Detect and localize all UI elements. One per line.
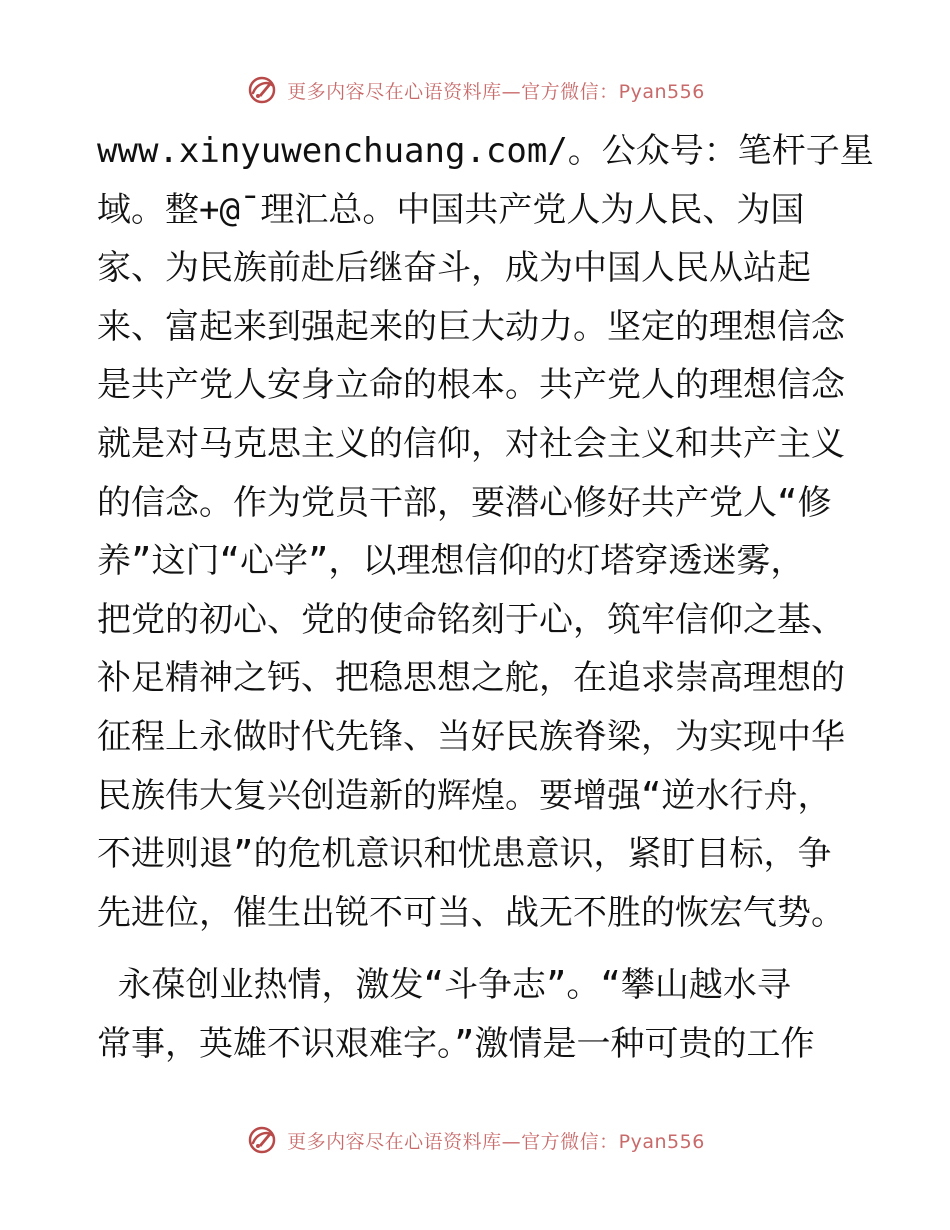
watermark-text: 更多内容尽在心语资料库—官方微信：Pyan556 <box>287 1130 705 1153</box>
text-line: 先进位，催生出锐不可当、战无不胜的恢宏气势。 <box>97 892 845 933</box>
text-line: 是共产党人安身立命的根本。共产党人的理想信念 <box>97 365 845 406</box>
pen-swirl-logo-icon <box>245 73 279 107</box>
footer-watermark <box>0 1120 950 1160</box>
watermark-text: 更多内容尽在心语资料库—官方微信：Pyan556 <box>287 80 705 103</box>
text-line: 民族伟大复兴创造新的辉煌。要增强“逆水行舟， <box>97 775 832 816</box>
text-line: 把党的初心、党的使命铭刻于心，筑牢信仰之基、 <box>97 599 845 640</box>
text-line: 家、为民族前赴后继奋斗，成为中国人民从站起 <box>97 248 811 289</box>
paragraph <box>97 122 874 942</box>
text-line: 补足精神之钙、把稳思想之舵，在追求崇高理想的 <box>97 658 845 699</box>
text-line: 养”这门“心学”，以理想信仰的灯塔穿透迷雾， <box>97 541 805 582</box>
header-watermark <box>0 70 950 110</box>
text-line: www.xinyuwenchuang.com/。公众号：笔杆子星 <box>97 131 874 171</box>
text-line: 来、富起来到强起来的巨大动力。坚定的理想信念 <box>97 306 845 347</box>
paragraph <box>97 956 857 1073</box>
paragraph-spacer <box>97 942 857 956</box>
text-line: 的信念。作为党员干部，要潜心修好共产党人“修 <box>97 482 832 523</box>
text-line: 永葆创业热情，激发“斗争志”。“攀山越水寻 <box>97 965 791 1006</box>
text-line: 就是对马克思主义的信仰，对社会主义和共产主义 <box>97 423 845 464</box>
text-line: 常事，英雄不识艰难字。”激情是一种可贵的工作 <box>97 1023 815 1064</box>
text-line: 不进则退”的危机意识和忧患意识，紧盯目标，争 <box>97 834 832 875</box>
text-line: 域。整+@¯理汇总。中国共产党人为人民、为国 <box>97 189 805 230</box>
pen-swirl-logo-icon <box>245 1123 279 1157</box>
document-body <box>97 122 874 1074</box>
text-line: 征程上永做时代先锋、当好民族脊梁，为实现中华 <box>97 716 845 757</box>
